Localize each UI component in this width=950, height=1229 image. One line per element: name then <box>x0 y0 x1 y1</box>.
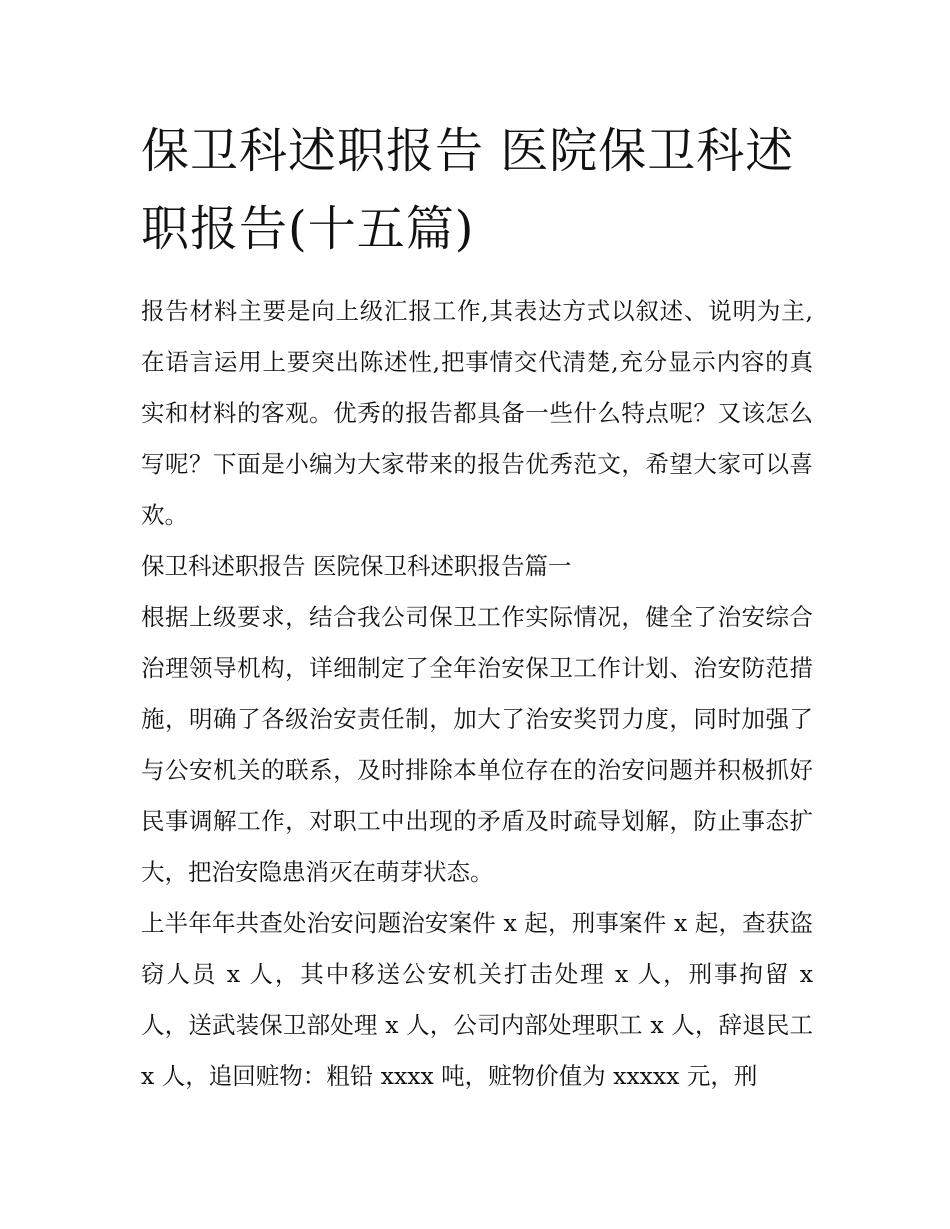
body-paragraph: 根据上级要求，结合我公司保卫工作实际情况，健全了治安综合治理领导机构，详细制定了全年治安保卫工作计划、治安防范措施，明确了各级治安责任制，加大了治安奖罚力度，同时加强了与公安机关的联系，及时排除本单位存在的治安问题并积极抓好民事调解工作，对职工中出现的矛盾及时疏导划解，防止事态扩大，把治安隐患消灭在萌芽状态。 <box>141 603 813 886</box>
document-body <box>141 112 813 1102</box>
document-title: 保卫科述职报告 医院保卫科述职报告(十五篇) <box>141 123 795 257</box>
intro-paragraph: 报告材料主要是向上级汇报工作,其表达方式以叙述、说明为主,在语言运用上要突出陈述性,把事情交代清楚,充分显示内容的真实和材料的客观。优秀的报告都具备一些什么特点呢？又该怎么写呢？下面是小编为大家带来的报告优秀范文，希望大家可以喜欢。 <box>141 297 813 529</box>
section-heading: 保卫科述职报告 医院保卫科述职报告篇一 <box>141 552 572 580</box>
body-paragraph: 上半年年共查处治安问题治安案件 x 起，刑事案件 x 起，查获盗窃人员 x 人，其中移送公安机关打击处理 x 人，刑事拘留 x 人，送武装保卫部处理 x 人，公司内部处理职工 x 人，辞退民工 x 人，追回赃物：粗铅 xxxx 吨，赃物价值为 xxxxx 元，刑 <box>141 909 813 1090</box>
